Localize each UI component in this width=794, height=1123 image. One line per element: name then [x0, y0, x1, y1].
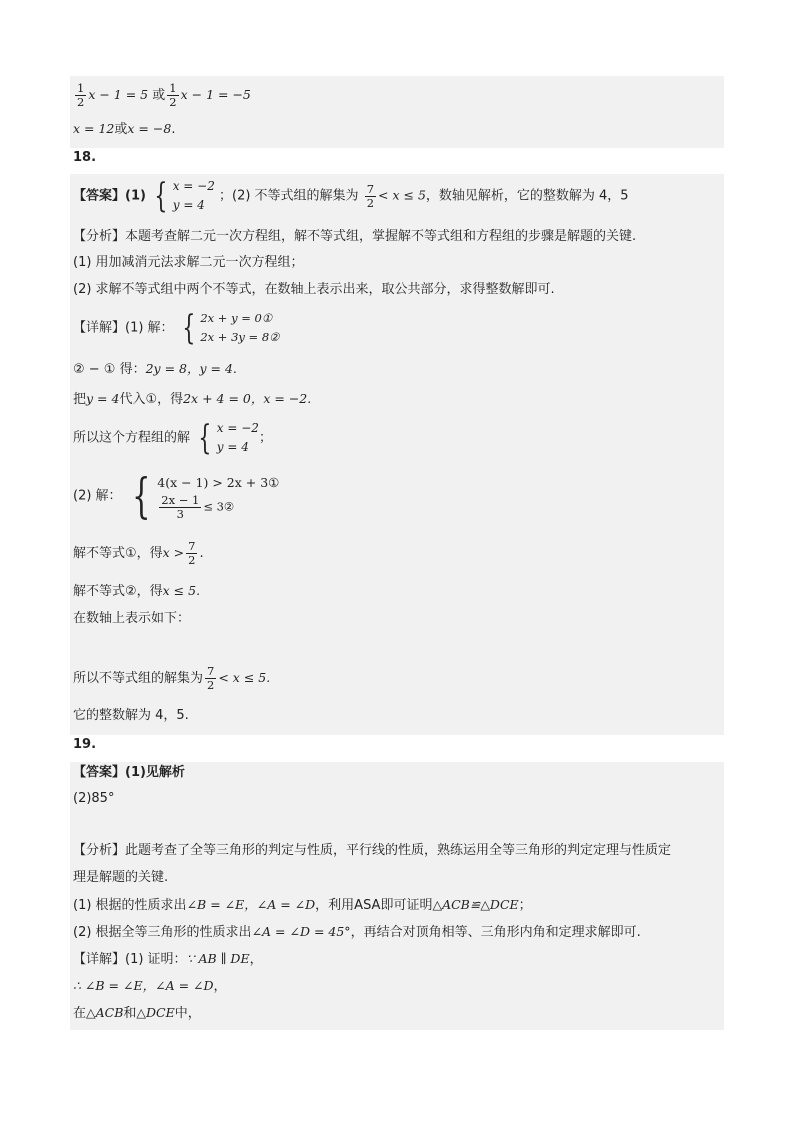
- q19-detail-3: 在△ACB和△DCE中，: [73, 1005, 201, 1021]
- q19-analysis-2: 理是解题的关键.: [73, 870, 169, 885]
- q18-point-2: (2) 求解不等式组中两个不等式，在数轴上表示出来，取公共部分，求得整数解即可.: [73, 282, 555, 297]
- question-number: 18.: [73, 150, 97, 165]
- fraction: $\frac{1}{2}$: [77, 81, 85, 109]
- q19-analysis-1: 【分析】此题考查了全等三角形的判定与性质，平行线的性质，熟练运用全等三角形的判定定理与性质定: [73, 843, 672, 858]
- q18-number-line: 在数轴上表示如下：: [73, 611, 191, 626]
- q19-point-2: (2) 根据全等三角形的性质求出∠A = ∠D = 45°，再结合对顶角相等、三角形内角和定理求解即可.: [73, 924, 641, 940]
- q18-integers: 它的整数解为 4，5.: [73, 708, 189, 723]
- q19-answer-2: (2)85°: [73, 791, 115, 806]
- q19-detail-1: 【详解】(1) 证明：∵ AB ∥ DE，: [73, 951, 263, 967]
- q18-detail-1: 【详解】(1) 解： { 2x + y = 0① 2x + 3y = 8②: [73, 308, 280, 348]
- fraction: $\frac{1}{2}$: [169, 81, 177, 109]
- inequality-system: { 4(x − 1) > 2x + 3① $\frac{2x - 1}{3}$ ≤ 3②: [131, 468, 280, 524]
- q19-point-1: (1) 根据的性质求出∠B = ∠E，∠A = ∠D，利用ASA即可证明△ACB≌△DCE；: [73, 897, 532, 913]
- q18-analysis: 【分析】本题考查解二元一次方程组，解不等式组，掌握解不等式组和方程组的步骤是解题的关键.: [73, 229, 637, 244]
- question-number: 19.: [73, 737, 97, 752]
- q18-step-2: 把y = 4代入①，得2x + 4 = 0，x = −2.: [73, 391, 312, 407]
- q18-conclusion: 所以这个方程组的解 { x = −2 y = 4 ；: [73, 418, 272, 458]
- fraction: $\frac{7}{2}$: [366, 181, 375, 210]
- q19-answer-1: 【答案】(1)见解析: [73, 765, 185, 780]
- q18-point-1: (1) 用加减消元法求解二元一次方程组；: [73, 255, 304, 270]
- q18-solve-1: 解不等式①，得x > $\frac{7}{2}$ .: [73, 539, 204, 567]
- q18-step-1: ② − ① 得：2y = 8，y = 4.: [73, 361, 237, 377]
- q18-solve-2: 解不等式②，得x ≤ 5.: [73, 583, 201, 599]
- q18-part-2: (2) 解： { 4(x − 1) > 2x + 3① $\frac{2x - 1}{3}$ ≤ 3②: [73, 468, 280, 524]
- equation-system: { x = −2 y = 4: [154, 176, 215, 216]
- q18-answer: 【答案】(1) { x = −2 y = 4 ；(2) 不等式组的解集为 $\frac{7}{2}$ < x ≤ 5，数轴见解析，它的整数解为 4，5: [73, 176, 629, 216]
- top-equation-2: x = 12或x = −8.: [73, 121, 176, 137]
- equation-system: { 2x + y = 0① 2x + 3y = 8②: [182, 308, 280, 348]
- q18-result: 所以不等式组的解集为 $\frac{7}{2}$ < x ≤ 5.: [73, 664, 271, 692]
- q19-detail-2: ∴ ∠B = ∠E，∠A = ∠D，: [73, 978, 227, 994]
- top-equation-1: $\frac{1}{2}$ x − 1 = 5 或 $\frac{1}{2}$ x − 1 = −5: [77, 81, 251, 109]
- equation-system: { x = −2 y = 4: [198, 418, 259, 458]
